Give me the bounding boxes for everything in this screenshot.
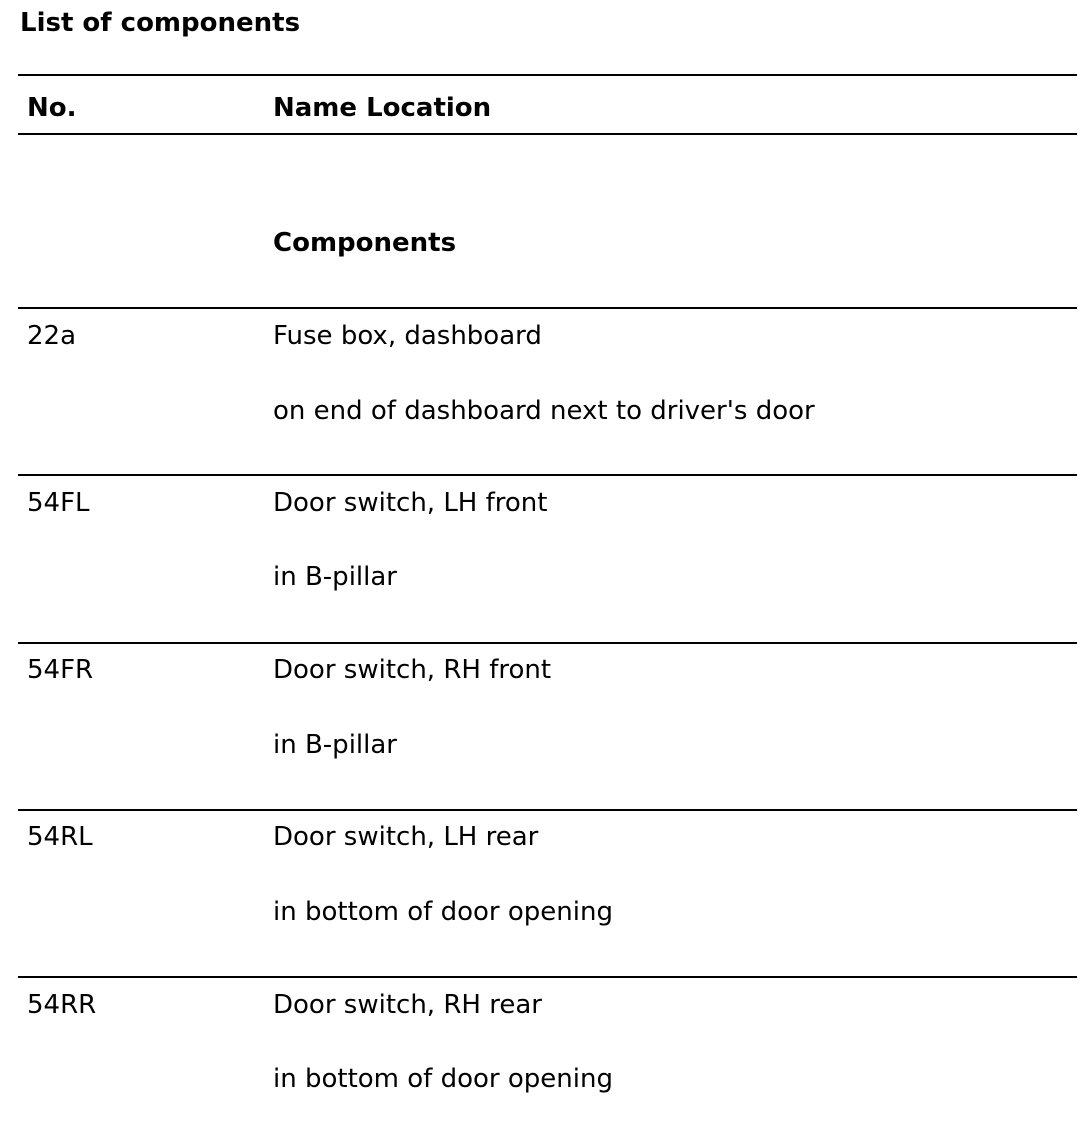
- component-number: 22a: [27, 321, 77, 351]
- component-number: 54FR: [27, 655, 94, 685]
- row-rule: [18, 976, 1077, 978]
- component-name: Door switch, RH front: [273, 655, 552, 685]
- component-location: in bottom of door opening: [273, 1064, 613, 1094]
- component-location: on end of dashboard next to driver's door: [273, 396, 815, 426]
- component-number: 54RL: [27, 822, 93, 852]
- component-location: in bottom of door opening: [273, 897, 613, 927]
- component-name: Door switch, LH front: [273, 488, 548, 518]
- component-name: Fuse box, dashboard: [273, 321, 542, 351]
- component-location: in B-pillar: [273, 730, 397, 760]
- row-rule: [18, 474, 1077, 476]
- row-rule: [18, 809, 1077, 811]
- header-no: No.: [27, 93, 77, 123]
- component-name: Door switch, LH rear: [273, 822, 539, 852]
- component-location: in B-pillar: [273, 562, 397, 592]
- section-heading: Components: [273, 228, 457, 258]
- header-bottom-rule: [18, 133, 1077, 135]
- component-name: Door switch, RH rear: [273, 990, 542, 1020]
- header-name-location: Name Location: [273, 93, 492, 123]
- component-number: 54FL: [27, 488, 90, 518]
- component-number: 54RR: [27, 990, 97, 1020]
- table-top-rule: [18, 74, 1077, 76]
- document-title: List of components: [20, 8, 301, 38]
- row-rule: [18, 642, 1077, 644]
- row-rule: [18, 307, 1077, 309]
